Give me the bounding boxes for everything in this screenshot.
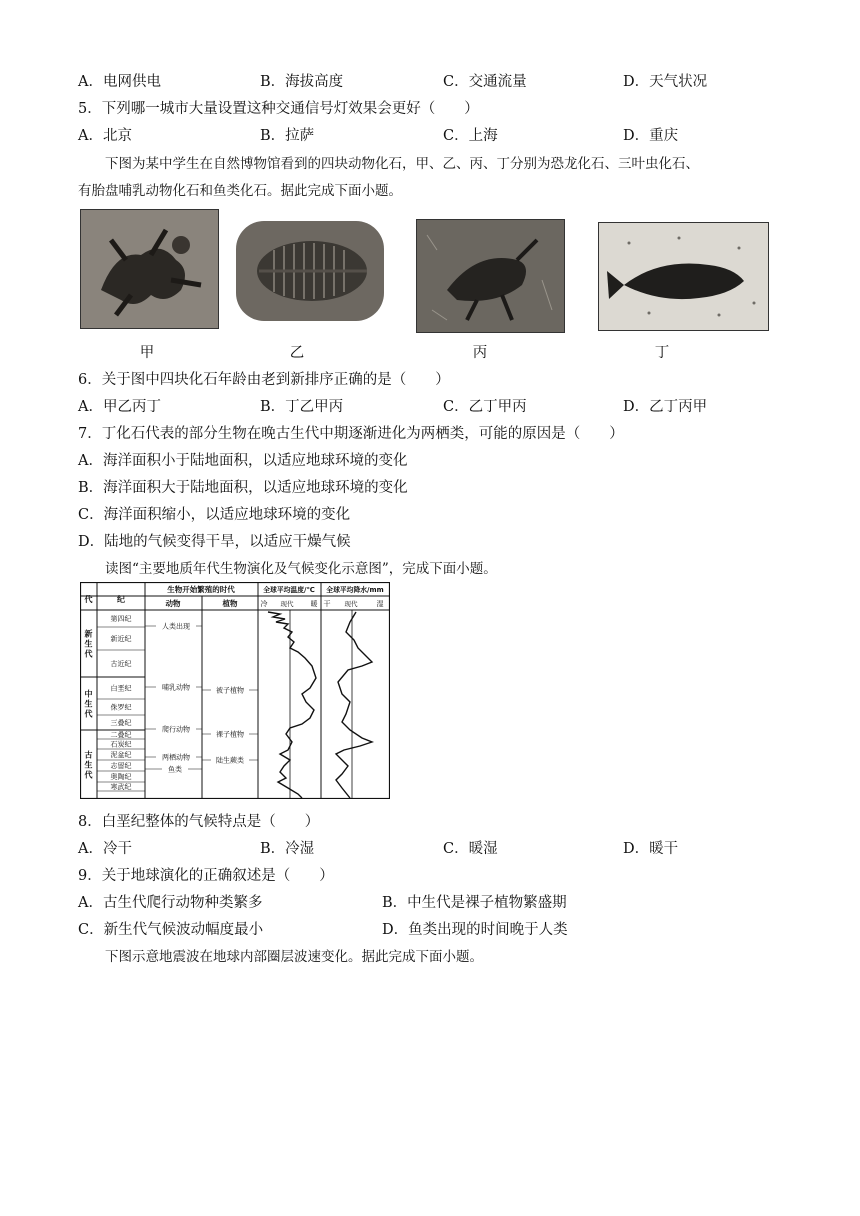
fossil-label-ding: 丁 [654, 345, 670, 361]
header-period: 纪 [117, 595, 125, 604]
header-plant: 植物 [222, 599, 238, 608]
animal-label-reptile: 爬行动物 [162, 725, 190, 734]
header-warm: 暖 [310, 600, 318, 608]
q7-option-a: A．海洋面积小于陆地面积，以适应地球环境的变化 [78, 453, 408, 469]
q9-option-d: D．鱼类出现的时间晚于人类 [382, 922, 568, 938]
header-era: 代 [84, 595, 93, 604]
fossil-label-jia: 甲 [139, 345, 155, 361]
period-label: 石炭纪 [110, 740, 132, 749]
era-label-char: 代 [84, 709, 93, 719]
intro2: 读图“主要地质年代生物演化及气候变化示意图”，完成下面小题。 [105, 561, 497, 577]
q9-option-c: C．新生代气候波动幅度最小 [78, 922, 264, 938]
period-label: 新近纪 [110, 635, 132, 643]
period-label: 第四纪 [110, 615, 132, 623]
header-temp: 全球平均温度/℃ [263, 586, 315, 594]
q6-option-b: B．丁乙甲丙 [260, 399, 344, 415]
q5-option-a: A．北京 [78, 128, 132, 144]
era-label-char: 中 [84, 689, 93, 699]
fossil-image-bing [416, 219, 565, 333]
period-label: 寒武纪 [110, 783, 132, 791]
period-label: 泥盆纪 [110, 751, 132, 759]
animal-label-amphibian: 两栖动物 [162, 753, 190, 762]
period-label: 二叠纪 [110, 731, 132, 739]
fossil-image-ding [598, 222, 769, 331]
plant-label-fern: 陆生蕨类 [216, 756, 244, 765]
fossil-label-bing: 丙 [472, 345, 488, 361]
plant-label-gymnosperm: 裸子植物 [216, 730, 244, 739]
q7-option-d: D．陆地的气候变得干旱，以适应干燥气候 [78, 534, 351, 550]
q5-option-b: B．拉萨 [260, 128, 315, 144]
header-animal: 动物 [165, 599, 181, 608]
header-precip: 全球平均降水/mm [326, 586, 384, 594]
q5-stem: 5．下列哪一城市大量设置这种交通信号灯效果会更好（ ） [78, 101, 479, 117]
era-label-char: 古 [84, 750, 93, 760]
period-label: 奥陶纪 [110, 773, 132, 781]
animal-label-mammal: 哺乳动物 [162, 683, 190, 692]
header-bio-time: 生物开始繁殖的时代 [167, 585, 235, 594]
q6-option-a: A．甲乙丙丁 [78, 399, 161, 415]
q8-option-c: C．暖湿 [443, 841, 498, 857]
q9-stem: 9．关于地球演化的正确叙述是（ ） [78, 868, 334, 884]
q9-option-b: B．中生代是裸子植物繁盛期 [382, 895, 567, 911]
q4-option-a: A．电网供电 [78, 74, 161, 90]
intro3: 下图示意地震波在地球内部圈层波速变化。据此完成下面小题。 [105, 949, 483, 965]
q6-option-d: D．乙丁丙甲 [623, 399, 708, 415]
q4-option-c: C．交通流量 [443, 74, 527, 90]
animal-label-human: 人类出现 [162, 622, 190, 631]
header-present-precip: 现代 [344, 600, 358, 608]
geologic-time-chart [80, 582, 390, 799]
era-label-char: 生 [84, 699, 93, 709]
fossil-label-yi: 乙 [289, 345, 305, 361]
q8-option-b: B．冷湿 [260, 841, 315, 857]
plant-label-angiosperm: 被子植物 [216, 686, 244, 695]
q7-stem: 7．丁化石代表的部分生物在晚古生代中期逐渐进化为两栖类，可能的原因是（ ） [78, 426, 624, 442]
period-label: 志留纪 [110, 762, 132, 770]
q6-stem: 6．关于图中四块化石年龄由老到新排序正确的是（ ） [78, 372, 450, 388]
q5-option-d: D．重庆 [623, 128, 679, 144]
q8-option-a: A．冷干 [78, 841, 132, 857]
era-label-char: 生 [84, 760, 93, 770]
q9-option-a: A．古生代爬行动物种类繁多 [78, 895, 263, 911]
fossil-image-jia [80, 209, 219, 329]
q5-option-c: C．上海 [443, 128, 498, 144]
intro1-line1: 下图为某中学生在自然博物馆看到的四块动物化石，甲、乙、丙、丁分别为恐龙化石、三叶虫化石、 [105, 156, 699, 172]
era-label-char: 生 [84, 639, 93, 649]
q8-stem: 8．白垩纪整体的气候特点是（ ） [78, 814, 320, 830]
q7-option-c: C．海洋面积缩小，以适应地球环境的变化 [78, 507, 351, 523]
animal-label-fish: 鱼类 [168, 765, 182, 774]
period-label: 三叠纪 [110, 719, 132, 727]
period-label: 侏罗纪 [110, 703, 132, 712]
header-cold: 冷 [260, 600, 268, 608]
q4-option-b: B．海拔高度 [260, 74, 344, 90]
q8-option-d: D．暖干 [623, 841, 679, 857]
period-label: 古近纪 [110, 660, 132, 668]
header-dry: 干 [323, 600, 331, 608]
q6-option-c: C．乙丁甲丙 [443, 399, 527, 415]
header-present-temp: 现代 [280, 600, 294, 608]
era-label-char: 代 [84, 770, 93, 780]
era-label-char: 代 [84, 649, 93, 659]
header-wet: 湿 [376, 600, 384, 608]
q4-option-d: D．天气状况 [623, 74, 708, 90]
intro1-line2: 有胎盘哺乳动物化石和鱼类化石。据此完成下面小题。 [78, 183, 402, 199]
era-label-char: 新 [84, 629, 93, 639]
q7-option-b: B．海洋面积大于陆地面积，以适应地球环境的变化 [78, 480, 408, 496]
period-label: 白垩纪 [110, 684, 132, 693]
fossil-image-yi [234, 215, 386, 327]
